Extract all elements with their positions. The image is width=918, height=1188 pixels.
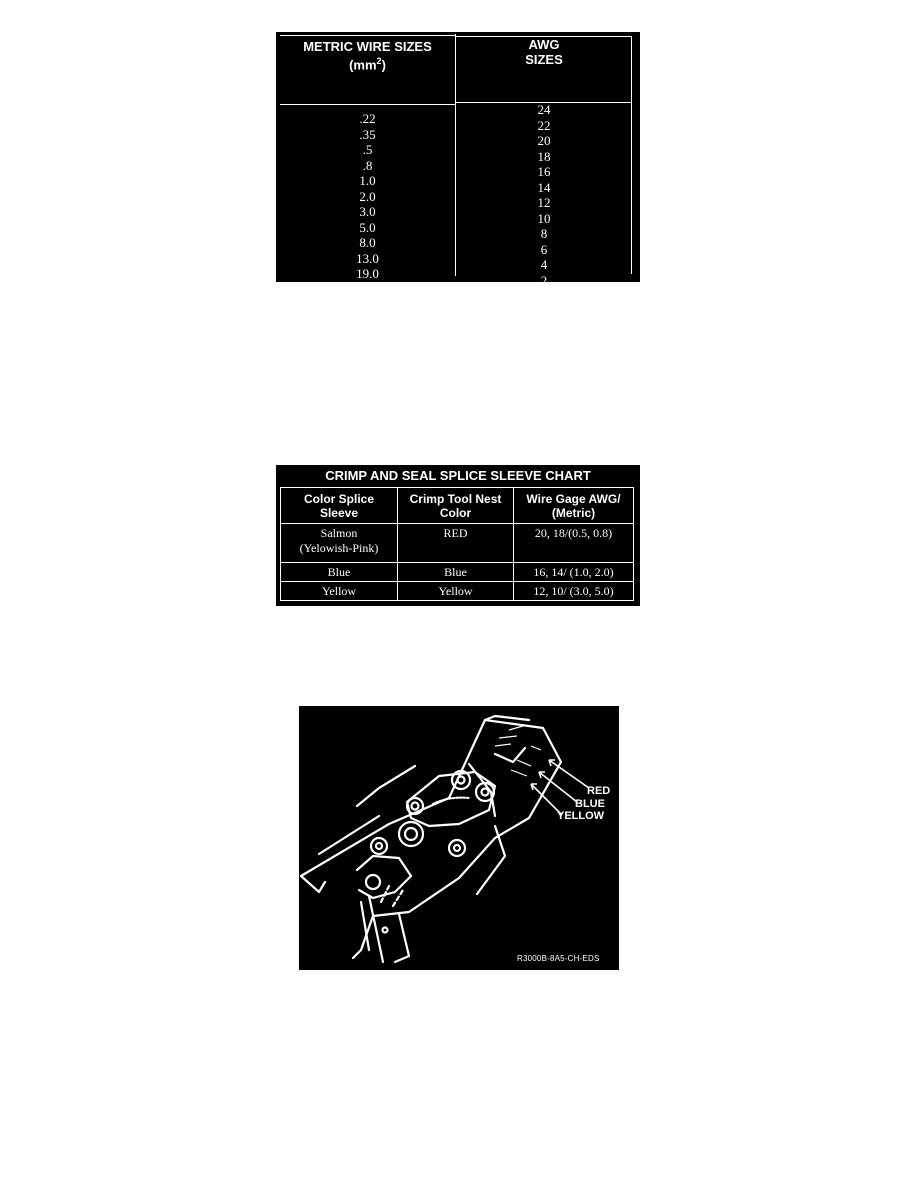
header-cell — [281, 488, 398, 524]
metric-value: 5.0 — [359, 219, 376, 235]
awg-value: 18 — [537, 148, 551, 164]
metric-header-unit — [280, 54, 455, 72]
chart-title: CRIMP AND SEAL SPLICE SLEEVE CHART — [325, 468, 591, 483]
crimp-tool-drawing — [299, 706, 619, 970]
header-divider-left — [280, 104, 455, 105]
metric-value: 8.0 — [359, 235, 376, 250]
cell-line: Blue — [444, 565, 467, 579]
metric-value: 50.0 — [356, 297, 379, 312]
cell-line: (Metric) — [551, 506, 596, 520]
table-cell — [281, 563, 398, 582]
header-cell — [514, 488, 633, 524]
chart-grid — [280, 487, 634, 601]
red-nest-label: RED — [587, 785, 611, 797]
metric-value: 19.0 — [356, 266, 379, 281]
awg-value: 4 — [540, 257, 548, 272]
crimp-tool-illustration — [299, 706, 619, 970]
awg-value: 16 — [537, 164, 551, 179]
cell-line: Crimp Tool Nest — [409, 492, 502, 506]
cell-line: Color — [439, 506, 472, 520]
cell-line: Blue — [327, 565, 351, 579]
metric-value: 1.0 — [359, 173, 376, 188]
awg-header-line2: SIZES — [525, 52, 563, 67]
table-cell — [398, 524, 514, 563]
metric-value: .8 — [362, 157, 373, 173]
table-cell — [398, 563, 514, 582]
yellow-nest-label: YELLOW — [557, 810, 605, 822]
cell-line: Yellow — [321, 584, 357, 598]
awg-value: 12 — [537, 195, 551, 210]
cell-line: Yellow — [438, 584, 473, 598]
table-cell — [281, 524, 398, 563]
metric-value: .35 — [359, 126, 376, 142]
cell-line: Color Splice — [303, 492, 374, 506]
cell-line: 16, 14/ (1.0, 2.0) — [533, 565, 614, 579]
header-cell — [398, 488, 514, 524]
table-border-top-left — [280, 35, 455, 36]
awg-value: 20 — [537, 133, 551, 148]
blue-nest-label: BLUE — [575, 798, 605, 810]
cell-line: 12, 10/ (3.0, 5.0) — [533, 584, 614, 598]
table-cell — [514, 524, 633, 563]
figure-code: R3000B-8A5-CH-EDS — [517, 954, 600, 963]
awg-value: 6 — [540, 241, 548, 257]
metric-value: .22 — [359, 111, 376, 126]
table-cell — [514, 582, 633, 600]
metric-value: 32.0 — [356, 281, 379, 297]
metric-value: .5 — [362, 142, 373, 157]
metric-value: 13.0 — [356, 250, 379, 266]
metric-value: 3.0 — [359, 204, 376, 219]
awg-value: 22 — [537, 117, 551, 133]
metric-values-column — [280, 111, 455, 313]
cell-line: (Yelowish-Pink) — [299, 541, 379, 555]
metric-value: 2.0 — [359, 188, 376, 204]
table-cell — [281, 582, 398, 600]
awg-value: 10 — [537, 210, 551, 226]
metric-header-title: METRIC WIRE SIZES — [303, 39, 432, 54]
awg-value: 1/0 — [535, 288, 553, 303]
cell-line: Wire Gage AWG/ — [526, 492, 621, 506]
awg-value: 24 — [537, 102, 551, 117]
metric-unit-superscript: 2 — [376, 56, 382, 66]
table-cell — [514, 563, 633, 582]
table-cell — [398, 582, 514, 600]
awg-value: 2 — [540, 272, 548, 288]
cell-line: 20, 18/(0.5, 0.8) — [534, 526, 613, 540]
cell-line: Sleeve — [319, 506, 359, 520]
awg-values-column — [456, 102, 632, 304]
awg-column-header — [456, 37, 632, 67]
awg-value: 14 — [537, 179, 551, 195]
wire-size-table — [276, 32, 640, 312]
awg-value: 8 — [540, 226, 548, 241]
cell-line: RED — [443, 526, 468, 540]
metric-unit-close: ) — [381, 57, 386, 73]
crimp-splice-sleeve-chart — [276, 465, 640, 606]
metric-unit-text: (mm — [349, 57, 377, 73]
metric-column-header — [280, 39, 455, 72]
cell-line: Salmon — [320, 526, 358, 540]
awg-header-line1: AWG — [528, 37, 560, 52]
